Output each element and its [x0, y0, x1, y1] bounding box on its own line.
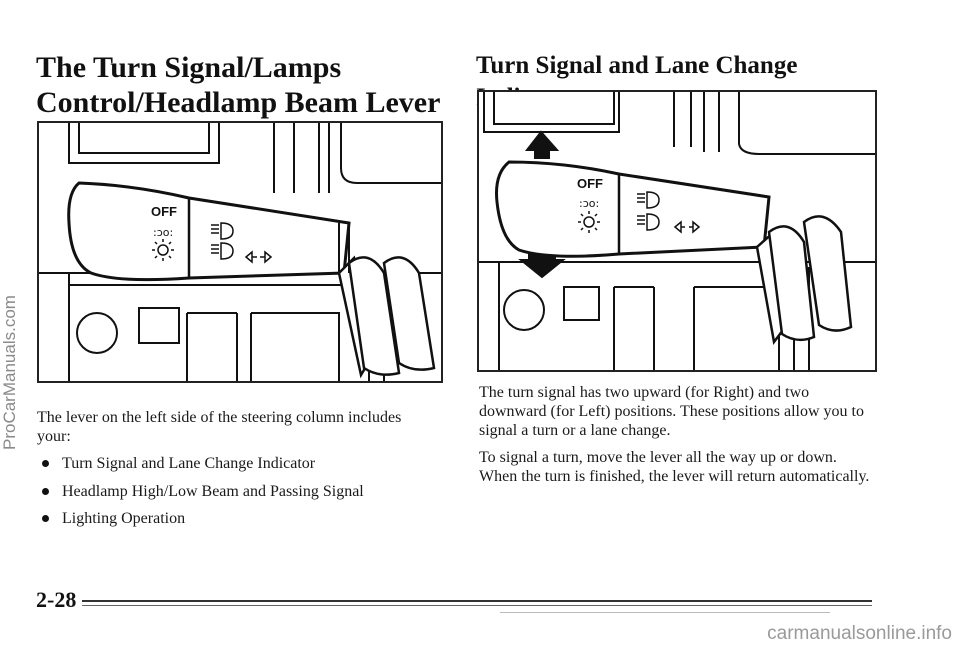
- bullet-icon: [42, 488, 49, 495]
- off-label: OFF: [577, 176, 603, 191]
- list-item-label: Lighting Operation: [62, 510, 186, 527]
- turn-signal-illustration: [477, 90, 877, 372]
- side-watermark: ProCarManuals.com: [0, 295, 19, 450]
- right-section-heading: Turn Signal and Lane Change: [476, 52, 798, 79]
- lever-illustration: [37, 121, 443, 383]
- svg-text::ɔo:: :ɔo:: [153, 226, 174, 239]
- turn-signal-paragraph-2: To signal a turn, move the lever all the way up or down. When the turn is finished, the lever will return automatically.: [479, 449, 870, 485]
- bullet-icon: [42, 515, 49, 522]
- list-item: [40, 482, 440, 501]
- lever-intro-text: The lever on the left side of the steering column includes your:: [37, 409, 402, 445]
- footer-rule-faint: [500, 612, 830, 613]
- page-number: 2-28: [36, 587, 77, 612]
- bottom-watermark: carmanualsonline.info: [767, 623, 952, 644]
- list-item: [40, 454, 440, 473]
- footer-rule: [82, 600, 872, 602]
- bullet-icon: [42, 460, 49, 467]
- off-label: OFF: [151, 204, 177, 219]
- lever-features-list: [40, 454, 440, 537]
- list-item-label: Turn Signal and Lane Change Indicator: [62, 455, 316, 472]
- list-item: [40, 509, 440, 528]
- left-section-heading: The Turn Signal/Lamps Control/Headlamp Beam Lever: [36, 51, 441, 119]
- list-item-label: Headlamp High/Low Beam and Passing Signal: [62, 482, 364, 500]
- up-arrow-icon: [527, 132, 557, 158]
- turn-signal-paragraph-1: The turn signal has two upward (for Right) and two downward (for Left) positions. These positions allow you to signal a turn or a lane change.: [479, 384, 864, 439]
- footer-rule-thin: [82, 605, 872, 606]
- svg-text::ɔo:: :ɔo:: [579, 197, 600, 210]
